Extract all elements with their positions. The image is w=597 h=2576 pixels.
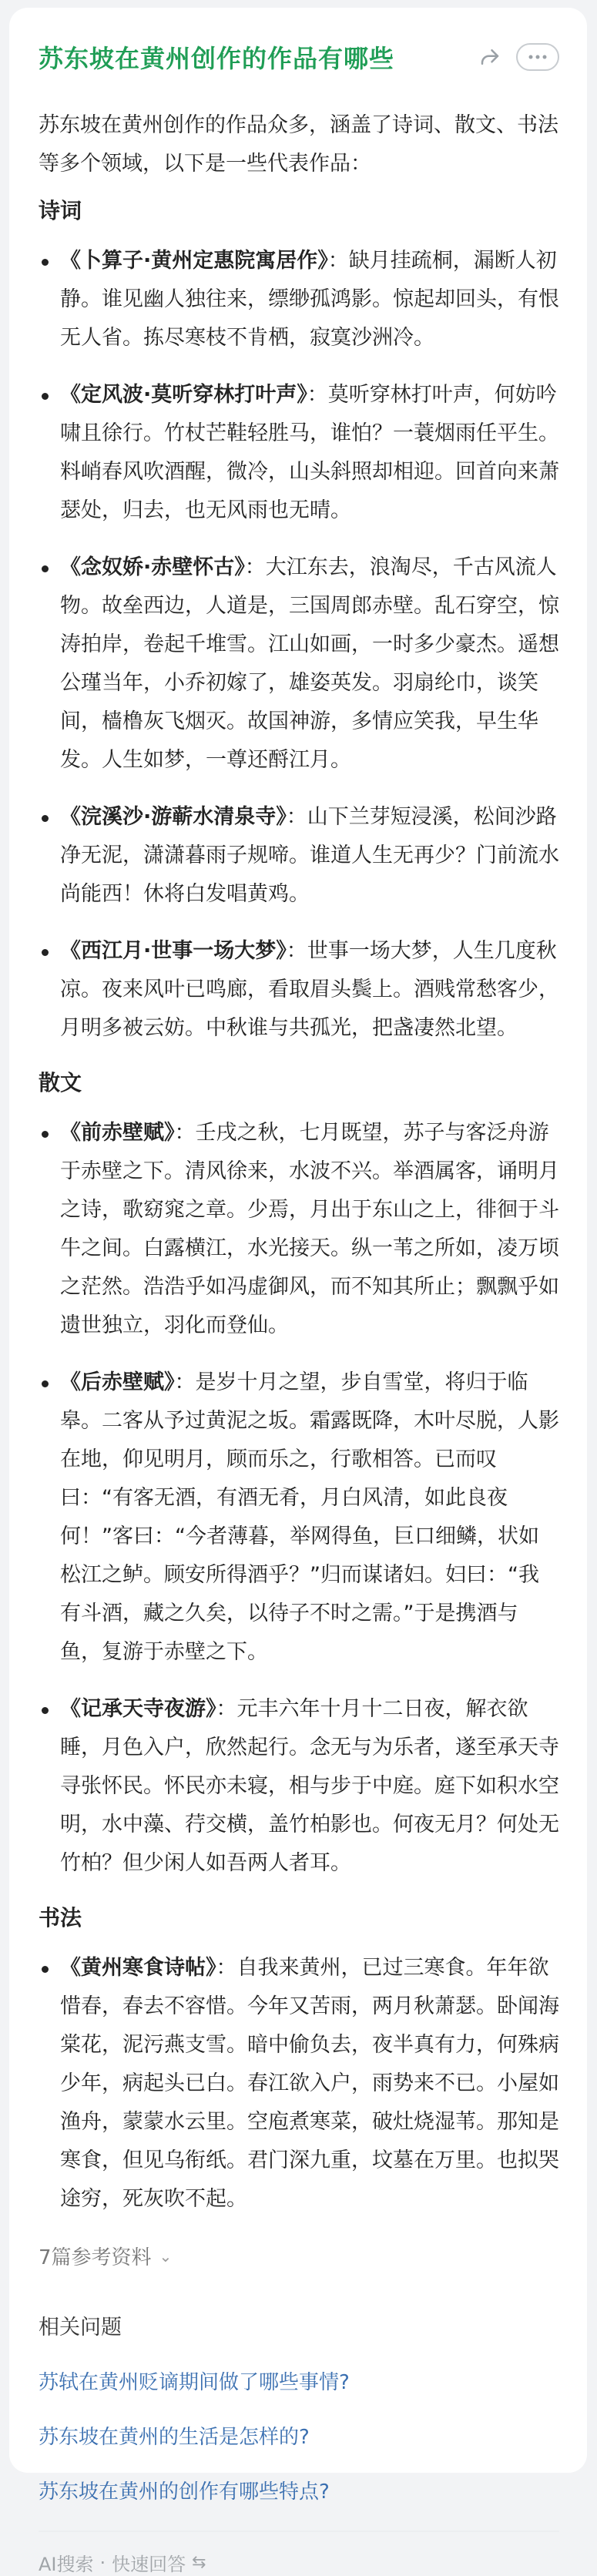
related-questions-title: 相关问题: [39, 2316, 122, 2340]
work-excerpt: ：壬戌之秋，七月既望，苏子与客泛舟游于赤壁之下。清风徐来，水波不兴。举酒属客，诵明月之诗，歌窈窕之章。少焉，月出于东山之上，徘徊于斗牛之间。白露横江，水光接天。纵一苇之所如，凌万顷之茫然。浩浩乎如冯虚御风，而不知其所止；飘飘乎如遗世独立，羽化而登仙。: [60, 1121, 559, 1337]
work-excerpt: ：是岁十月之望，步自雪堂，将归于临皋。二客从予过黄泥之坂。霜露既降，木叶尽脱，人影在地，仰见明月，顾而乐之，行歌相答。已而叹曰：“有客无酒，有酒无肴，月白风清，如此良夜何！”客曰：“今者薄暮，举网得鱼，巨口细鳞，状如松江之鲈。顾安所得酒乎？”归而谋诸妇。妇曰：“我有斗酒，藏之久矣，以待子不时之需。”于是携酒与鱼，复游于赤壁之下。: [60, 1370, 559, 1664]
work-excerpt: ：自我来黄州，已过三寒食。年年欲惜春，春去不容惜。今年又苦雨，两月秋萧瑟。卧闻海棠花，泥污燕支雪。暗中偷负去，夜半真有力，何殊病少年，病起头已白。春江欲入户，雨势来不已。小屋如渔舟，蒙蒙水云里。空庖煮寒菜，破灶烧湿苇。那知是寒食，但见乌衔纸。君门深九重，坟墓在万里。也拟哭途穷，死灰吹不起。: [60, 1956, 559, 2211]
switch-icon[interactable]: ⇆: [192, 2553, 206, 2572]
work-title: 《后赤壁赋》: [60, 1370, 175, 1394]
work-excerpt: ：山下兰芽短浸溪，松间沙路净无泥，潇潇暮雨子规啼。谁道人生无再少？门前流水尚能西！休将白发唱黄鸡。: [60, 805, 559, 906]
work-title: 《念奴娇·赤壁怀古》: [60, 555, 245, 579]
work-title: 《定风波·莫听穿林打叶声》: [60, 383, 307, 407]
work-title: 《前赤壁赋》: [60, 1121, 175, 1145]
work-title: 《记承天寺夜游》: [60, 1697, 216, 1721]
list-item: [39, 548, 559, 780]
list-item: [39, 1363, 559, 1672]
intro-text: 苏东坡在黄州创作的作品众多，涵盖了诗词、散文、书法等多个领域，以下是一些代表作品：: [39, 113, 558, 176]
list-item: [39, 242, 559, 357]
chevron-down-icon: ⌄: [159, 2246, 173, 2266]
divider: [39, 2531, 559, 2532]
work-title: 《西江月·世事一场大梦》: [60, 939, 287, 963]
mode-label[interactable]: 快速回答: [112, 2554, 186, 2575]
footer: [39, 2549, 559, 2576]
list-item: [39, 376, 559, 530]
answer-sections: [39, 194, 559, 2219]
work-list: [39, 1114, 559, 1883]
list-item: [39, 932, 559, 1048]
list-item: [39, 798, 559, 914]
list-item: [39, 1949, 559, 2219]
section-title: 散文: [39, 1070, 82, 1095]
list-item: [39, 1690, 559, 1883]
header: [39, 35, 559, 79]
source-label: AI搜索: [39, 2554, 94, 2575]
work-title: 《卜算子·黄州定惠院寓居作》: [60, 249, 328, 273]
work-excerpt: ：莫听穿林打叶声，何妨吟啸且徐行。竹杖芒鞋轻胜马，谁怕？一蓑烟雨任平生。料峭春风吹酒醒，微冷，山头斜照却相迎。回首向来萧瑟处，归去，也无风雨也无晴。: [60, 383, 559, 522]
more-button[interactable]: [516, 43, 559, 71]
work-list: [39, 1949, 559, 2219]
references-label: 7篇参考资料: [39, 2246, 152, 2269]
section-title: 书法: [39, 1905, 82, 1930]
work-excerpt: ：缺月挂疏桐，漏断人初静。谁见幽人独往来，缥缈孤鸿影。惊起却回头，有恨无人省。拣尽寒枝不肯栖，寂寞沙洲冷。: [60, 249, 559, 350]
related-question-link[interactable]: 苏轼在黄州贬谪期间做了哪些事情?: [39, 2371, 350, 2394]
work-excerpt: ：大江东去，浪淘尽，千古风流人物。故垒西边，人道是，三国周郎赤壁。乱石穿空，惊涛拍岸，卷起千堆雪。江山如画，一时多少豪杰。遥想公瑾当年，小乔初嫁了，雄姿英发。羽扇纶巾，谈笑间，樯橹灰飞烟灭。故国神游，多情应笑我，早生华发。人生如梦，一尊还酹江月。: [60, 555, 559, 772]
work-excerpt: ：世事一场大梦，人生几度秋凉。夜来风叶已鸣廊，看取眉头鬓上。酒贱常愁客少，月明多被云妨。中秋谁与共孤光，把盏凄然北望。: [60, 939, 559, 1040]
answer-card: [9, 8, 587, 2575]
section-title: 诗词: [39, 198, 82, 223]
related-question-link[interactable]: 苏东坡在黄州的创作有哪些特点?: [39, 2480, 330, 2504]
more-icon: [527, 54, 548, 60]
share-button[interactable]: [471, 42, 508, 72]
list-item: [39, 1114, 559, 1345]
separator: ·: [99, 2551, 106, 2574]
references-toggle[interactable]: [39, 2242, 559, 2270]
work-list: [39, 242, 559, 1048]
work-title: 《黄州寒食诗帖》: [60, 1956, 216, 1980]
work-title: 《浣溪沙·游蕲水清泉寺》: [60, 805, 287, 829]
page-title: 苏东坡在黄州创作的作品有哪些: [39, 44, 395, 73]
work-excerpt: ：元丰六年十月十二日夜，解衣欲睡，月色入户，欣然起行。念无与为乐者，遂至承天寺寻张怀民。怀民亦未寝，相与步于中庭。庭下如积水空明，水中藻、荇交横，盖竹柏影也。何夜无月？何处无竹柏？但少闲人如吾两人者耳。: [60, 1697, 559, 1875]
share-icon: [478, 45, 501, 69]
related-question-link[interactable]: 苏东坡在黄州的生活是怎样的?: [39, 2426, 310, 2449]
